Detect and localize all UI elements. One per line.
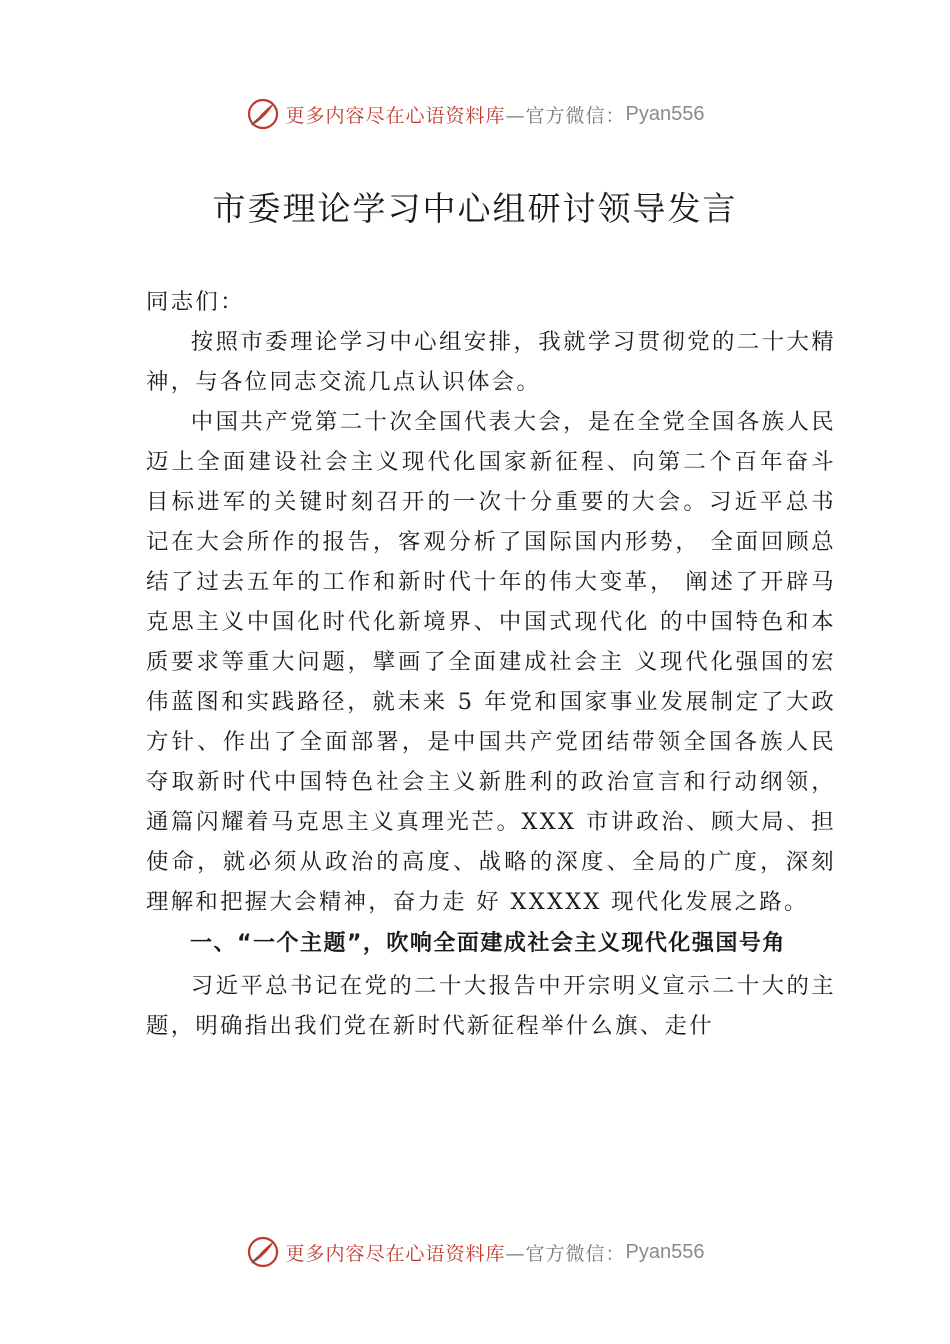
- banner-separator-text: —官方微信：: [505, 1242, 626, 1265]
- banner-separator-text: —官方微信：: [505, 104, 626, 127]
- banner-wechat-id: Pyan556: [625, 1240, 705, 1263]
- section-heading: 一、“一个主题”，吹响全面建成社会主义现代化强国号角: [190, 931, 786, 956]
- salutation: 同志们：: [146, 289, 245, 315]
- section-paragraph: 习近平总书记在党的二十大报告中开宗明义宣示二十大的主题，明确指出我们党在新时代新征程举什么旗、走什: [146, 973, 836, 1039]
- quill-logo-icon: [246, 97, 280, 131]
- footer-watermark-banner: [0, 1232, 950, 1272]
- document-body: [146, 282, 836, 1046]
- banner-wechat-id: Pyan556: [625, 102, 705, 125]
- paragraph-intro: 按照市委理论学习中心组安排，我就学习贯彻党的二十大精神，与各位同志交流几点认识体会。: [146, 329, 836, 395]
- document-title: 市委理论学习中心组研讨领导发言: [212, 189, 738, 228]
- header-watermark-banner: [0, 94, 950, 134]
- banner-red-text: 更多内容尽在心语资料库: [285, 1242, 506, 1265]
- banner-red-text: 更多内容尽在心语资料库: [285, 104, 506, 127]
- paragraph-main: 中国共产党第二十次全国代表大会，是在全党全国各族人民迈上全面建设社会主义现代化国家新征程、向第二个百年奋斗目标进军的关键时刻召开的一次十分重要的大会。习近平总书记在大会所作的报告，客观分析了国际国内形势， 全面回顾总结了过去五年的工作和新时代十年的伟大变革， 阐述了开辟马克思主义中国化时代化新境界、中国式现代化 的中国特色和本质要求等重大问题，擘画了全面建成社会主 义现代化强国的宏伟蓝图和实践路径，就未来 5 年党和国家事业发展制定了大政方针、作出了全面部署，是中国共产党团结带领全国各族人民夺取新时代中国特色社会主义新胜利的政治宣言和行动纲领，通篇闪耀着马克思主义真理光芒。XXX 市讲政治、顾大局、担使命，就必须从政治的高度、战略的深度、全局的广度，深刻理解和把握大会精神，奋力走 好 XXXXX 现代化发展之路。: [146, 409, 836, 915]
- quill-logo-icon: [246, 1235, 280, 1269]
